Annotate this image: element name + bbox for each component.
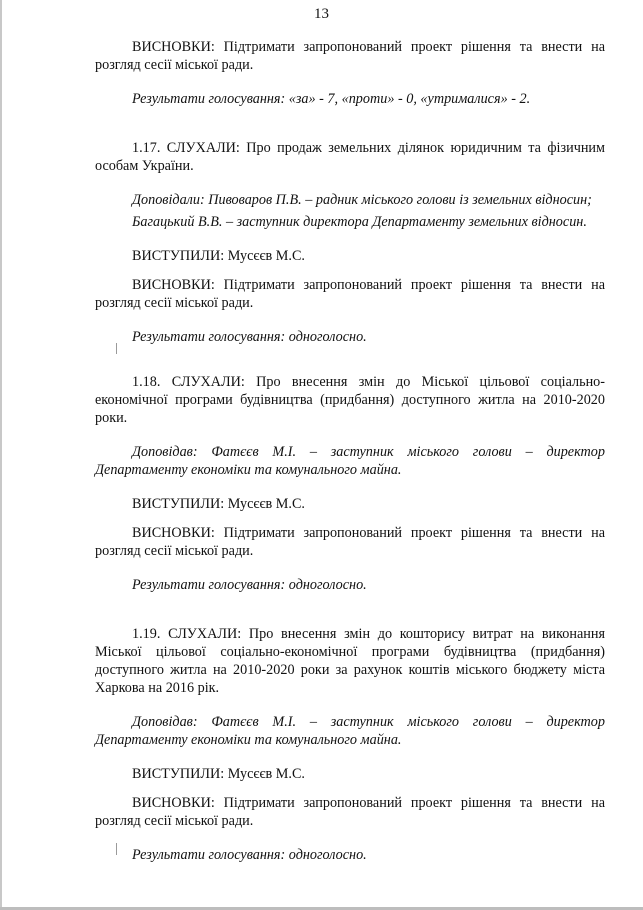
heard-item-1-18: 1.18. СЛУХАЛИ: Про внесення змін до Міської цільової соціально-економічної програми будівництва (придбання) доступного житла на 2010-2020 роки. bbox=[95, 374, 605, 426]
spoke-paragraph: ВИСТУПИЛИ: Мусєєв М.С. bbox=[132, 248, 305, 264]
vote-result: Результати голосування: одноголосно. bbox=[132, 847, 367, 863]
speakers-paragraph: Доповідав: Фатєєв М.І. – заступник міського голови – директор Департаменту економіки та комунального майна. bbox=[95, 714, 605, 748]
speakers-paragraph: Доповідав: Фатєєв М.І. – заступник міського голови – директор Департаменту економіки та комунального майна. bbox=[95, 444, 605, 478]
scan-edge-left bbox=[0, 0, 2, 910]
vote-result: Результати голосування: одноголосно. bbox=[132, 577, 367, 593]
spoke-paragraph: ВИСТУПИЛИ: Мусєєв М.С. bbox=[132, 766, 305, 782]
speakers-paragraph: Доповідали: Пивоваров П.В. – радник міського голови із земельних відносин; bbox=[132, 192, 592, 208]
conclusion-paragraph: ВИСНОВКИ: Підтримати запропонований проект рішення та внести на розгляд сесії міської ради. bbox=[95, 277, 605, 311]
conclusion-paragraph: ВИСНОВКИ: Підтримати запропонований проект рішення та внести на розгляд сесії міської ради. bbox=[95, 525, 605, 559]
heard-item-1-17: 1.17. СЛУХАЛИ: Про продаж земельних ділянок юридичним та фізичним особам України. bbox=[95, 140, 605, 174]
heard-item-1-19: 1.19. СЛУХАЛИ: Про внесення змін до кошторису витрат на виконання Міської цільової соціально-економічної програми будівництва (придбання) доступного житла на 2010-2020 роки за рахунок коштів міського бюджету міста Харкова на 2016 рік. bbox=[95, 626, 605, 696]
speakers-paragraph: Багацький В.В. – заступник директора Департаменту земельних відносин. bbox=[132, 214, 587, 230]
document-body bbox=[95, 38, 605, 864]
page-number: 13 bbox=[314, 6, 329, 22]
conclusion-paragraph: ВИСНОВКИ: Підтримати запропонований проект рішення та внести на розгляд сесії міської ради. bbox=[95, 39, 605, 73]
vote-result: Результати голосування: «за» - 7, «проти» - 0, «утрималися» - 2. bbox=[132, 91, 531, 107]
vote-result: Результати голосування: одноголосно. bbox=[132, 329, 367, 345]
spoke-paragraph: ВИСТУПИЛИ: Мусєєв М.С. bbox=[132, 496, 305, 512]
conclusion-paragraph: ВИСНОВКИ: Підтримати запропонований проект рішення та внести на розгляд сесії міської ради. bbox=[95, 795, 605, 829]
